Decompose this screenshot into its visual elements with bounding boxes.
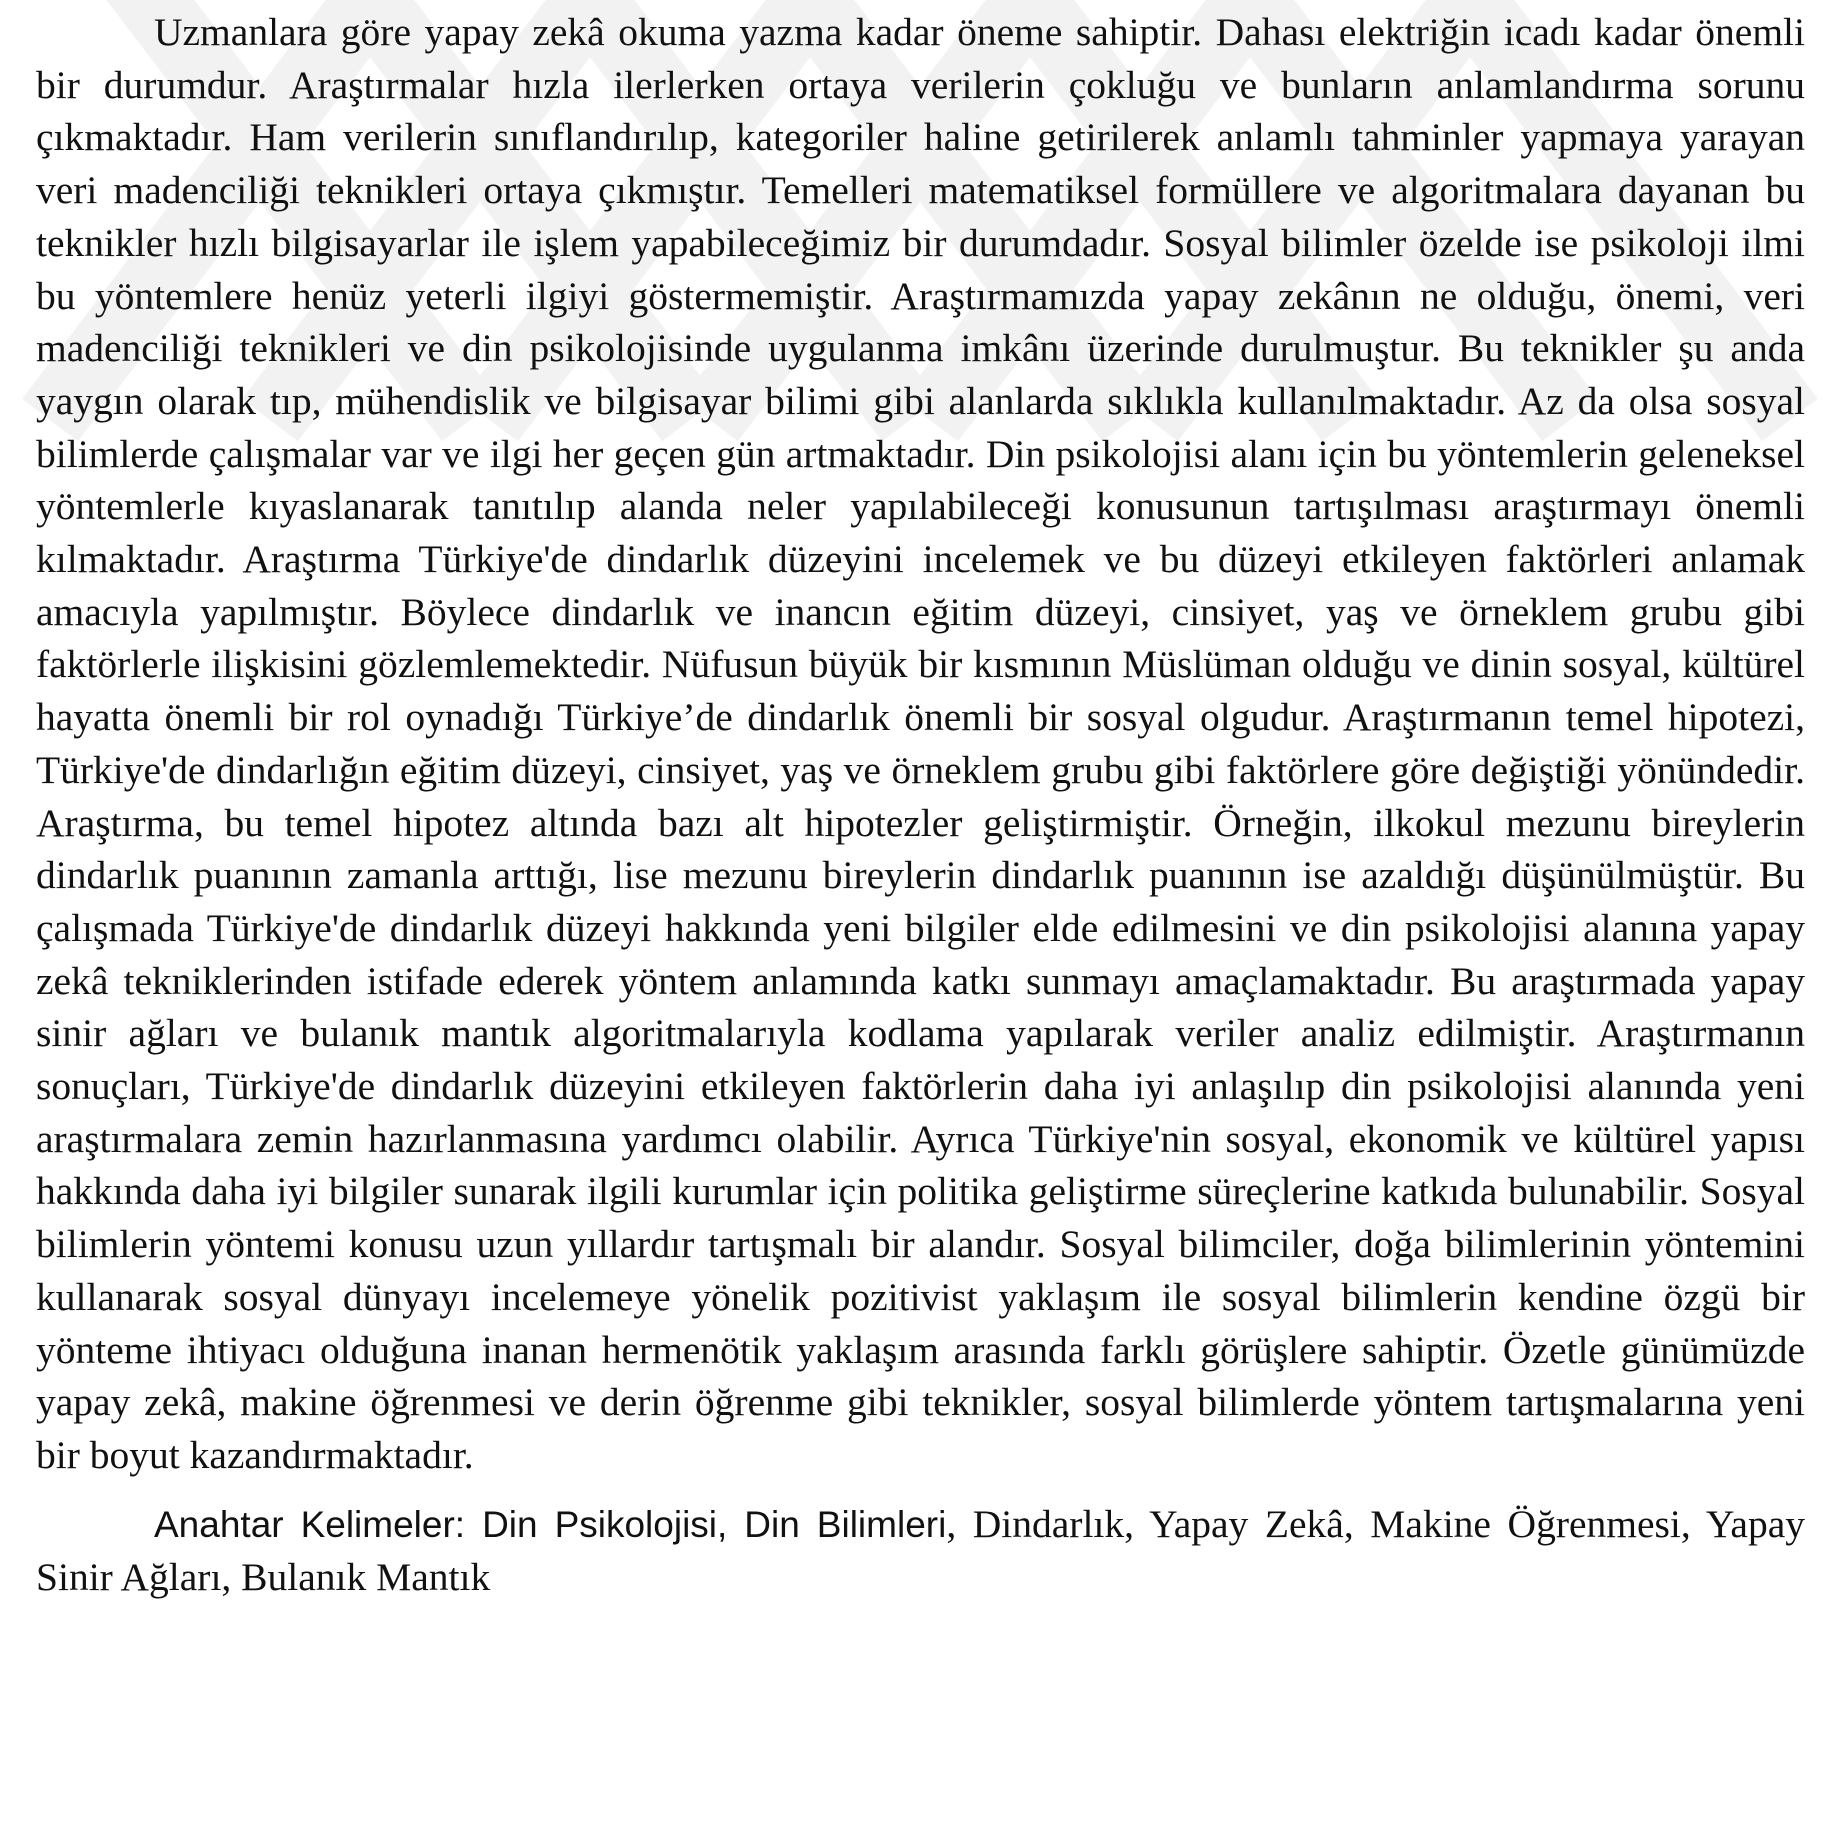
keywords-terms: , Dindarlık, Yapay Zekâ, Makine Öğrenmesi, Yapay Sinir Ağları, Bulanık Mantık: [36, 1501, 1805, 1600]
abstract-text: Uzmanlara göre yapay zekâ okuma yazma kadar öneme sahiptir. Dahası elektriğin icadı kadar önemli bir durumdur. Araştırmalar hızla ilerlerken ortaya verilerin çokluğu ve bunların anlamlandırma sorunu çıkmaktadır. Ham verilerin sınıflandırılıp, kategoriler haline getirilerek anlamlı tahminler yapmaya yarayan veri madenciliği teknikleri ortaya çıkmıştır. Temelleri matematiksel formüllere ve algoritmalara dayanan bu teknikler hızlı bilgisayarlar ile işlem yapabileceğimiz bir durumdadır. Sosyal bilimler özelde ise psikoloji ilmi bu yöntemlere henüz yeterli ilgiyi göstermemiştir. Araştırmamızda yapay zekânın ne olduğu, önemi, veri madenciliği teknikleri ve din psikolojisinde uygulanma imkânı üzerinde durulmuştur. Bu teknikler şu anda yaygın olarak tıp, mühendislik ve bilgisayar bilimi gibi alanlarda sıklıkla kullanılmaktadır. Az da olsa sosyal bilimlerde çalışmalar var ve ilgi her geçen gün artmaktadır. Din psikolojisi alanı için bu yöntemlerin geleneksel yöntemlerle kıyaslanarak tanıtılıp alanda neler yapılabileceği konusunun tartışılması araştırmayı önemli kılmaktadır. Araştırma Türkiye'de dindarlık düzeyini incelemek ve bu düzeyi etkileyen faktörleri anlamak amacıyla yapılmıştır. Böylece dindarlık ve inancın eğitim düzeyi, cinsiyet, yaş ve örneklem grubu gibi faktörlerle ilişkisini gözlemlemektedir. Nüfusun büyük bir kısmının Müslüman olduğu ve dinin sosyal, kültürel hayatta önemli bir rol oynadığı Türkiye’de dindarlık önemli bir sosyal olgudur. Araştırmanın temel hipotezi, Türkiye'de dindarlığın eğitim düzeyi, cinsiyet, yaş ve örneklem grubu gibi faktörlere göre değiştiği yönündedir. Araştırma, bu temel hipotez altında bazı alt hipotezler geliştirmiştir. Örneğin, ilkokul mezunu bireylerin dindarlık puanının zamanla arttığı, lise mezunu bireylerin dindarlık puanının ise azaldığı düşünülmüştür. Bu çalışmada Türkiye'de dindarlık düzeyi hakkında yeni bilgiler elde edilmesini ve din psikolojisi alanına yapay zekâ tekniklerinden istifade ederek yöntem anlamında katkı sunmayı amaçlamaktadır. Bu araştırmada yapay sinir ağları ve bulanık mantık algoritmalarıyla kodlama yapılarak veriler analiz edilmiştir. Araştırmanın sonuçları, Türkiye'de dindarlık düzeyini etkileyen faktörlerin daha iyi anlaşılıp din psikolojisi alanında yeni araştırmalara zemin hazırlanmasına yardımcı olabilir. Ayrıca Türkiye'nin sosyal, ekonomik ve kültürel yapısı hakkında daha iyi bilgiler sunarak ilgili kurumlar için politika geliştirme süreçlerine katkıda bulunabilir. Sosyal bilimlerin yöntemi konusu uzun yıllardır tartışmalı bir alandır. Sosyal bilimciler, doğa bilimlerinin yöntemini kullanarak sosyal dünyayı incelemeye yönelik pozitivist yaklaşım ile sosyal bilimlerin kendine özgü bir yönteme ihtiyacı olduğuna inanan hermenötik yaklaşım arasında farklı görüşlere sahiptir. Özetle günümüzde yapay zekâ, makine öğrenmesi ve derin öğrenme gibi teknikler, sosyal bilimlerde yöntem tartışmalarına yeni bir boyut kazandırmaktadır.: [36, 10, 1805, 1477]
keywords-label: Anahtar Kelimeler: Din Psikolojisi, Din Bilimleri: [154, 1503, 947, 1545]
keywords-line: [36, 1498, 1805, 1604]
